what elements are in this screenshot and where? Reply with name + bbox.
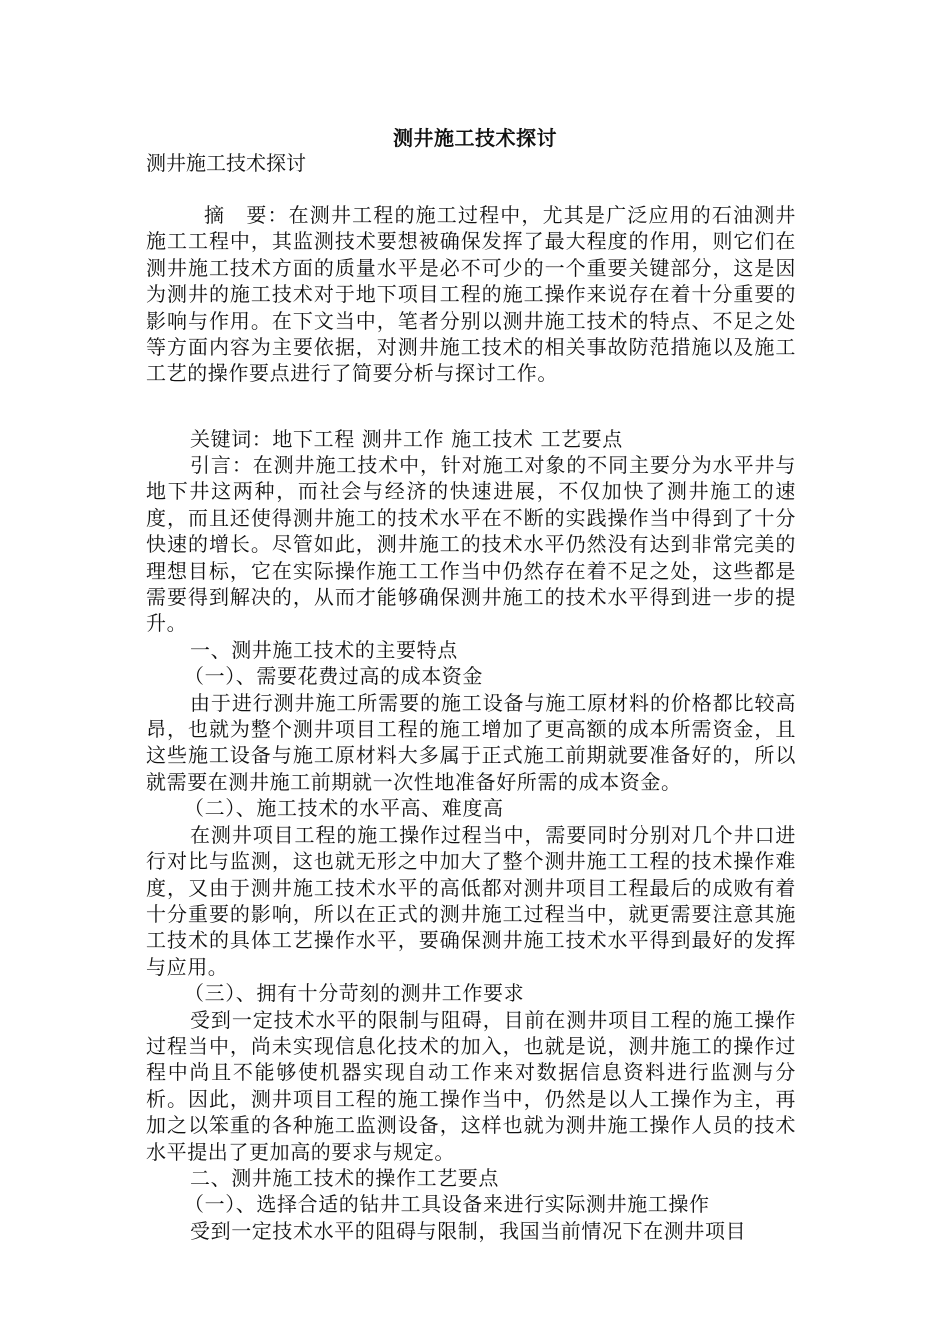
abstract-block	[146, 202, 796, 387]
body-content	[146, 452, 796, 1244]
body-paragraph: 受到一定技术水平的限制与阻碍，目前在测井项目工程的施工操作过程当中，尚未实现信息化技术的加入，也就是说，测井施工的操作过程中尚且不能够使机器实现自动工作来对数据信息资料进行监测与分析。因此，测井项目工程的施工操作当中，仍然是以人工操作为主，再加之以笨重的各种施工监测设备，这样也就为测井施工操作人员的技术水平提出了更加高的要求与规定。	[146, 1007, 796, 1164]
section-heading: 一、测井施工技术的主要特点	[190, 637, 458, 662]
subsection-heading: （一）、需要花费过高的成本资金	[184, 664, 483, 689]
abstract-paragraph: 摘 要：在测井工程的施工过程中，尤其是广泛应用的石油测井施工工程中，其监测技术要想被确保发挥了最大程度的作用，则它们在测井施工技术方面的质量水平是必不可少的一个重要关键部分，这是因为测井的施工技术对于地下项目工程的施工操作来说存在着十分重要的影响与作用。在下文当中，笔者分别以测井施工技术的特点、不足之处等方面内容为主要依据，对测井施工技术的相关事故防范措施以及施工工艺的操作要点进行了简要分析与探讨工作。	[146, 203, 796, 386]
subsection-heading: （一）、选择合适的钻井工具设备来进行实际测井施工操作	[184, 1192, 710, 1217]
intro-paragraph: 引言：在测井施工技术中，针对施工对象的不同主要分为水平井与地下井这两种，而社会与经济的快速进展，不仅加快了测井施工的速度，而且还使得测井施工的技术水平在不断的实践操作当中得到了十分快速的增长。尽管如此，测井施工的技术水平仍然没有达到非常完美的理想目标，它在实际操作施工工作当中仍然存在着不足之处，这些都是需要得到解决的，从而才能够确保测井施工的技术水平得到进一步的提升。	[146, 453, 796, 636]
subsection-heading: （二）、施工技术的水平高、难度高	[184, 796, 504, 821]
body-paragraph: 由于进行测井施工所需要的施工设备与施工原材料的价格都比较高昂，也就为整个测井项目工程的施工增加了更高额的成本所需资金，且这些施工设备与施工原材料大多属于正式施工前期就要准备好的，所以就需要在测井施工前期就一次性地准备好所需的成本资金。	[146, 690, 796, 794]
section-heading: 二、测井施工技术的操作工艺要点	[190, 1165, 499, 1190]
keywords-line: 关键词：地下工程 测井工作 施工技术 工艺要点	[190, 427, 623, 451]
body-paragraph: 受到一定技术水平的阻碍与限制，我国当前情况下在测井项目	[190, 1218, 747, 1243]
subsection-heading: （三）、拥有十分苛刻的测井工作要求	[184, 981, 525, 1006]
body-paragraph: 在测井项目工程的施工操作过程当中，需要同时分别对几个井口进行对比与监测，这也就无形之中加大了整个测井施工工程的技术操作难度，又由于测井施工技术水平的高低都对测井项目工程最后的成败有着十分重要的影响，所以在正式的测井施工过程当中，就更需要注意其施工技术的具体工艺操作水平，要确保测井施工技术水平得到最好的发挥与应用。	[146, 822, 796, 979]
document-subtitle: 测井施工技术探讨	[146, 151, 306, 175]
document-title: 测井施工技术探讨	[393, 126, 557, 150]
keywords-block	[146, 426, 796, 452]
